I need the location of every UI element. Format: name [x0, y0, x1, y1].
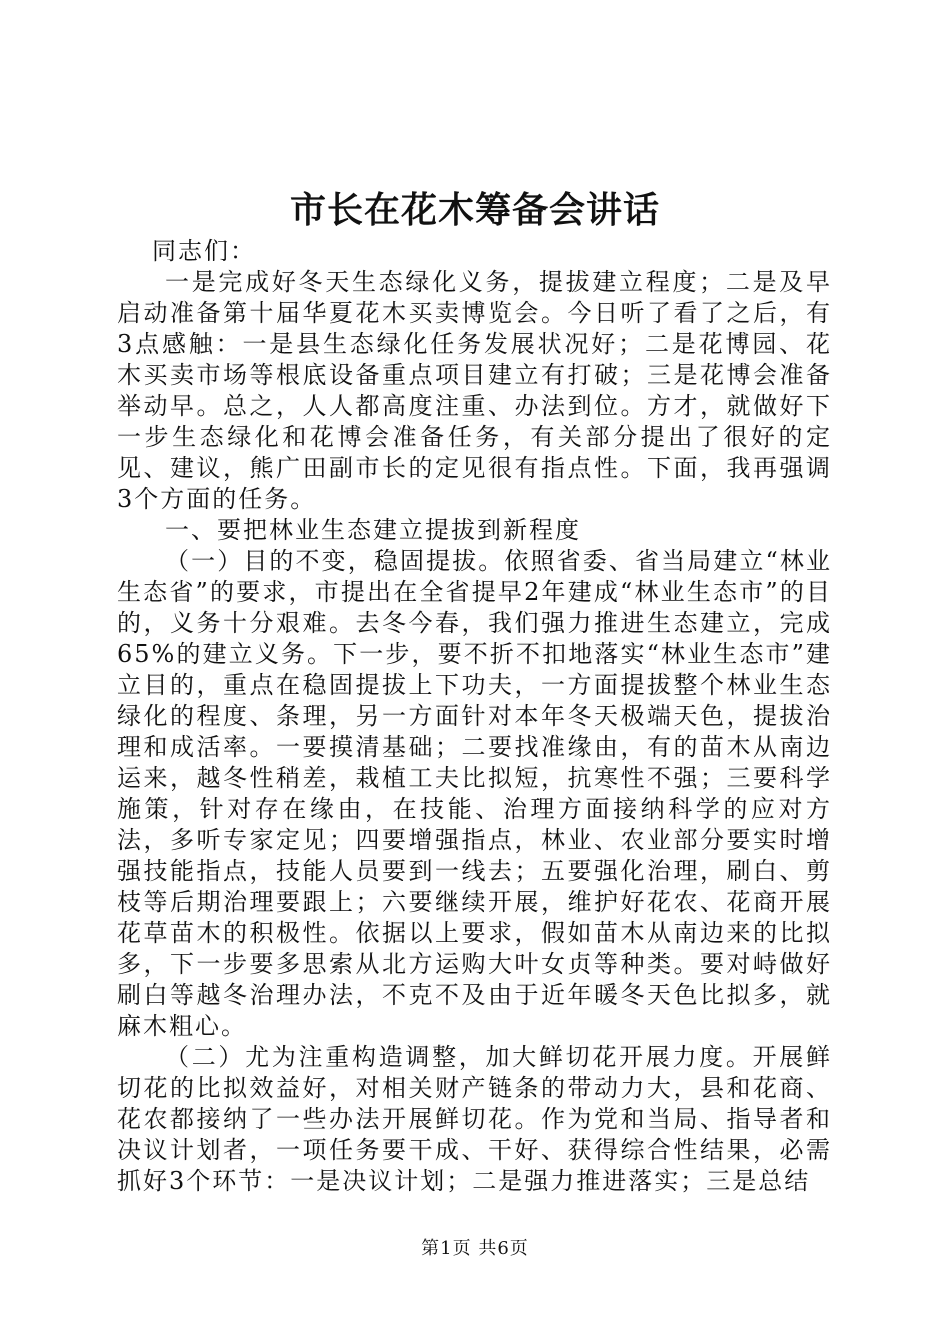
subsection-one-paragraph: （一）目的不变，稳固提拔。依照省委、省当局建立“林业生态省”的要求，市提出在全省提早2年建成“林业生态市”的目的，义务十分艰难。去冬今春，我们强力推进生态建立，完成65%的建立义务。下一步，要不折不扣地落实“林业生态市”建立目的，重点在稳固提拔上下功夫，一方面提拔整个林业生态绿化的程度、条理，另一方面针对本年冬天极端天色，提拔治理和成活率。一要摸清基础；二要找准缘由，有的苗木从南边运来，越冬性稍差，栽植工夫比拟短，抗寒性不强；三要科学施策，针对存在缘由，在技能、治理方面接纳科学的应对方法，多听专家定见；四要增强指点，林业、农业部分要实时增强技能指点，技能人员要到一线去；五要强化治理，刷白、剪枝等后期治理要跟上；六要继续开展，维护好花农、花商开展花草苗木的积极性。依据以上要求，假如苗木从南边来的比拟多，下一步要多思索从北方运购大叶女贞等种类。要对峙做好刷白等越冬治理办法，不克不及由于近年暖冬天色比拟多，就麻木粗心。	[117, 547, 832, 1040]
subsection-two-paragraph: （二）尤为注重构造调整，加大鲜切花开展力度。开展鲜切花的比拟效益好，对相关财产链条的带动力大，县和花商、花农都接纳了一些办法开展鲜切花。作为党和当局、指导者和决议计划者，一项任务要干成、干好、获得综合性结果，必需抓好3个环节：一是决议计划；二是强力推进落实；三是总结	[117, 1043, 832, 1195]
greeting-paragraph: 同志们：	[152, 237, 256, 265]
document-title: 市长在花木筹备会讲话	[289, 189, 660, 231]
page-number-footer: 第1页 共6页	[421, 1238, 529, 1259]
section-heading: 一、要把林业生态建立提拔到新程度	[165, 516, 581, 544]
intro-paragraph: 一是完成好冬天生态绿化义务，提拔建立程度；二是及早启动准备第十届华夏花木买卖博览会。今日听了看了之后，有3点感触：一是县生态绿化任务发展状况好；二是花博园、花木买卖市场等根底设备重点项目建立有打破；三是花博会准备举动早。总之，人人都高度注重、办法到位。方才，就做好下一步生态绿化和花博会准备任务，有关部分提出了很好的定见、建议，熊广田副市长的定见很有指点性。下面，我再强调3个方面的任务。	[117, 268, 832, 513]
document-body	[117, 236, 832, 1197]
